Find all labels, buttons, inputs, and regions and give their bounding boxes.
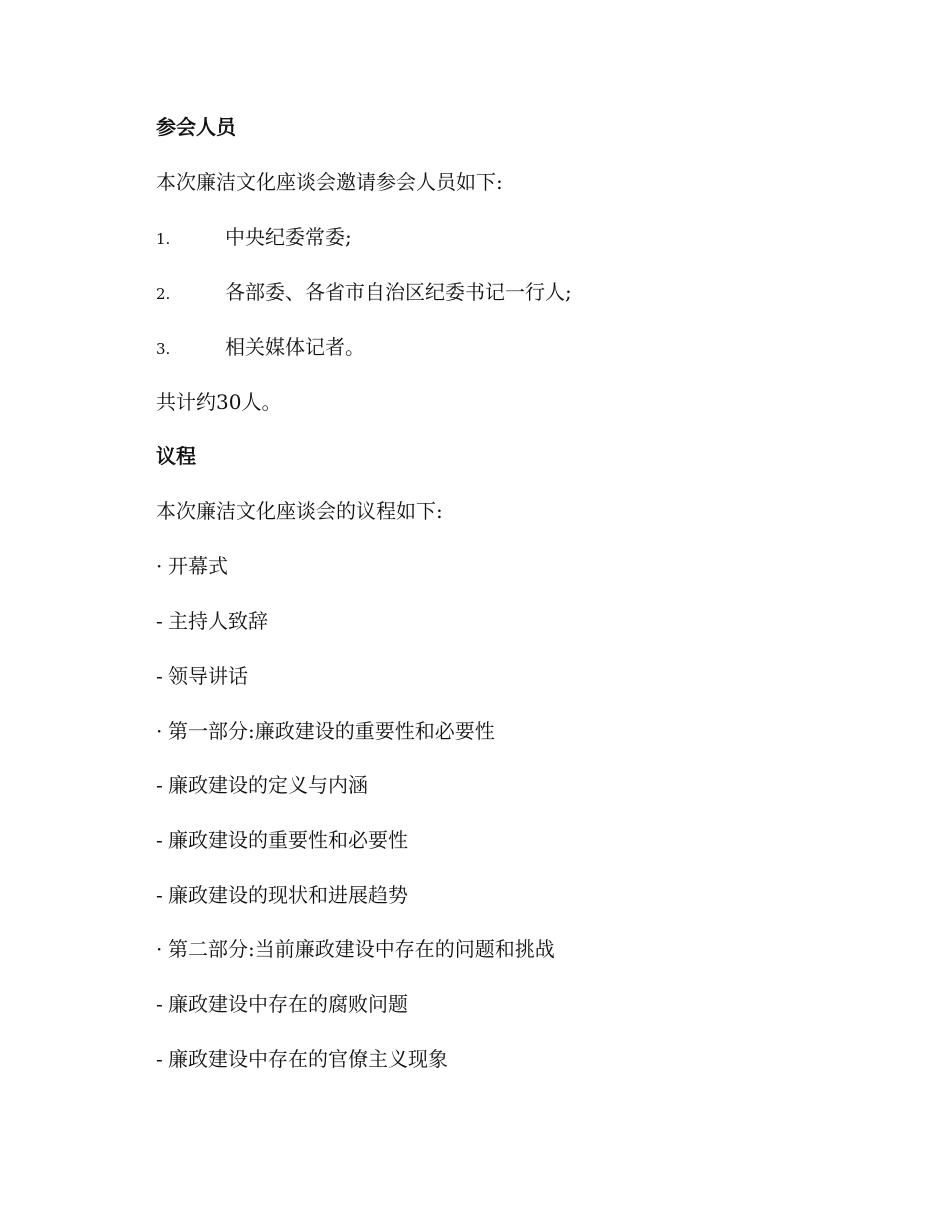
list-item-text: 相关媒体记者。 bbox=[225, 335, 365, 359]
agenda-item-text: 廉政建设中存在的官僚主义现象 bbox=[168, 1047, 448, 1071]
attendees-intro: 本次廉洁文化座谈会邀请参会人员如下: bbox=[156, 170, 503, 194]
list-item bbox=[156, 280, 572, 306]
attendees-heading: 参会人员 bbox=[156, 115, 236, 139]
agenda-item bbox=[156, 609, 268, 633]
agenda-item bbox=[156, 992, 408, 1016]
agenda-intro: 本次廉洁文化座谈会的议程如下: bbox=[156, 499, 443, 523]
attendees-total: 共计约30人。 bbox=[156, 390, 282, 414]
bullet-marker: · bbox=[156, 719, 163, 743]
bullet-marker: · bbox=[156, 554, 163, 578]
agenda-section-title: 第二部分:当前廉政建设中存在的问题和挑战 bbox=[168, 937, 555, 961]
agenda-section bbox=[156, 554, 228, 578]
agenda-section bbox=[156, 719, 495, 743]
dash-marker: - bbox=[156, 609, 163, 633]
agenda-item bbox=[156, 773, 368, 797]
agenda-item-text: 廉政建设的现状和进展趋势 bbox=[168, 883, 408, 907]
list-item-text: 各部委、各省市自治区纪委书记一行人; bbox=[225, 280, 572, 304]
agenda-item bbox=[156, 883, 408, 907]
agenda-item-text: 主持人致辞 bbox=[168, 609, 268, 633]
list-item bbox=[156, 335, 365, 361]
dash-marker: - bbox=[156, 828, 163, 852]
agenda-section-title: 开幕式 bbox=[168, 554, 228, 578]
dash-marker: - bbox=[156, 992, 163, 1016]
agenda-section-title: 第一部分:廉政建设的重要性和必要性 bbox=[168, 719, 495, 743]
agenda-item bbox=[156, 828, 408, 852]
agenda-item-text: 廉政建设的定义与内涵 bbox=[168, 773, 368, 797]
list-item bbox=[156, 225, 352, 251]
list-item-text: 中央纪委常委; bbox=[225, 225, 352, 249]
list-item-number: 3. bbox=[156, 340, 171, 358]
list-item-number: 2. bbox=[156, 285, 171, 303]
dash-marker: - bbox=[156, 883, 163, 907]
dash-marker: - bbox=[156, 664, 163, 688]
list-item-number: 1. bbox=[156, 230, 171, 248]
dash-marker: - bbox=[156, 1047, 163, 1071]
dash-marker: - bbox=[156, 773, 163, 797]
bullet-marker: · bbox=[156, 937, 163, 961]
agenda-item bbox=[156, 1047, 448, 1071]
agenda-heading: 议程 bbox=[156, 444, 196, 468]
agenda-item bbox=[156, 664, 248, 688]
agenda-section bbox=[156, 937, 555, 961]
agenda-item-text: 领导讲话 bbox=[168, 664, 248, 688]
agenda-item-text: 廉政建设的重要性和必要性 bbox=[168, 828, 408, 852]
agenda-item-text: 廉政建设中存在的腐败问题 bbox=[168, 992, 408, 1016]
